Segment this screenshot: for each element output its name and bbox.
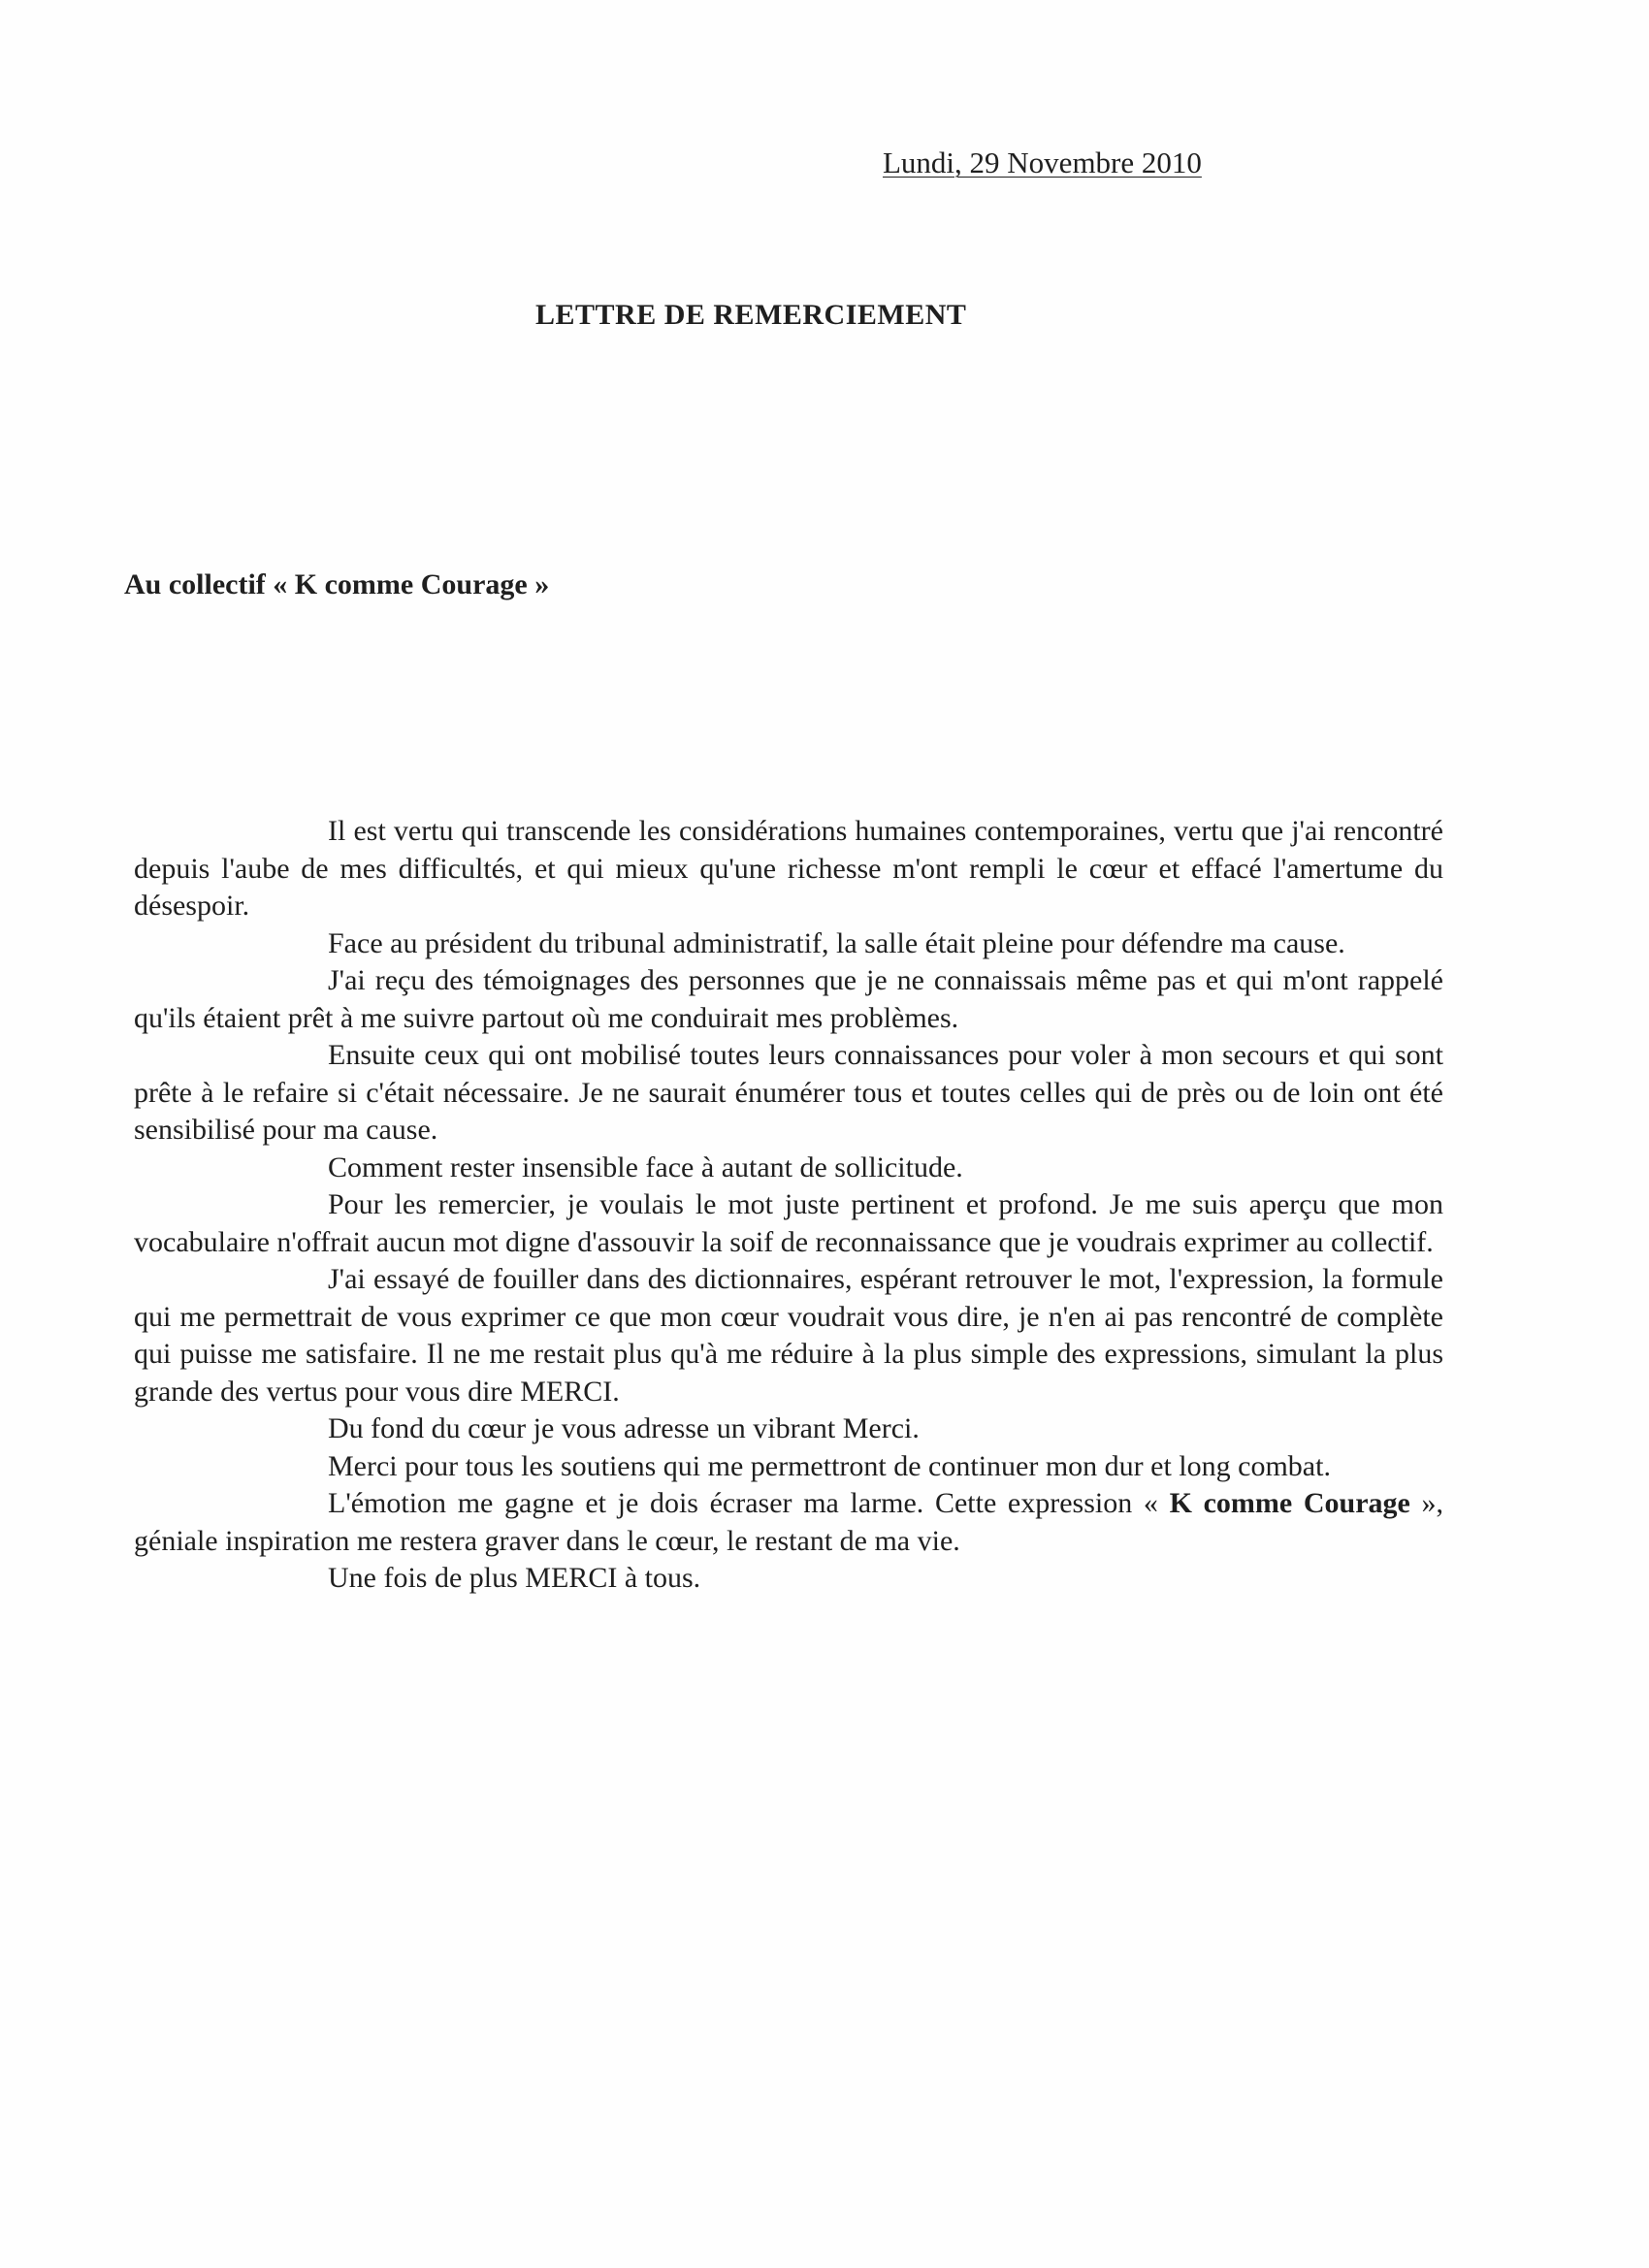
letter-recipient: Au collectif « K comme Courage » [124,568,550,600]
letter-title: LETTRE DE REMERCIEMENT [535,299,967,331]
body-paragraph: Merci pour tous les soutiens qui me permettront de continuer mon dur et long combat. [328,1449,1331,1482]
closing-line: Une fois de plus MERCI à tous. [328,1562,701,1594]
letter-body [134,813,1443,1598]
body-paragraph: Il est vertu qui transcende les considérations humaines contemporaines, vertu que j'ai rencontré depuis l'aube de mes difficultés, et qui mieux qu'une richesse m'ont rempli le cœur et effacé l'amertume du désespoir. [134,815,1443,922]
emotion-text-start: L'émotion me gagne et je dois écraser ma larme. Cette expression « [328,1487,1170,1519]
body-paragraph: J'ai essayé de fouiller dans des dictionnaires, espérant retrouver le mot, l'expression, la formule qui me permettrait de vous exprimer ce que mon cœur voudrait vous dire, je n'en ai pas rencontré de complète qui puisse me satisfaire. Il ne me restait plus qu'à me réduire à la plus simple des expressions, simulant la plus grande des vertus pour vous dire MERCI. [134,1263,1443,1408]
emotion-bold-phrase: K comme Courage [1169,1487,1410,1519]
body-paragraph: Du fond du cœur je vous adresse un vibrant Merci. [328,1412,920,1444]
emotion-text-end: », géniale inspiration me restera graver dans le cœur, le restant de ma vie. [134,1487,1444,1557]
letter-date: Lundi, 29 Novembre 2010 [883,146,1202,179]
body-paragraph: J'ai reçu des témoignages des personnes que je ne connaissais même pas et qui m'ont rappelé qu'ils étaient prêt à me suivre partout où me conduirait mes problèmes. [134,964,1443,1034]
body-paragraph: Ensuite ceux qui ont mobilisé toutes leurs connaissances pour voler à mon secours et qui sont prête à le refaire si c'était nécessaire. Je ne saurait énumérer tous et toutes celles qui de près ou de loin ont été sensibilisé pour ma cause. [134,1039,1443,1146]
body-paragraph: Face au président du tribunal administratif, la salle était pleine pour défendre ma cause. [328,926,1345,959]
body-paragraph: Pour les remercier, je voulais le mot juste pertinent et profond. Je me suis aperçu que mon vocabulaire n'offrait aucun mot digne d'assouvir la soif de reconnaissance que je voudrais exprimer au collectif. [134,1188,1443,1258]
emotion-paragraph [134,1485,1443,1560]
body-paragraph: Comment rester insensible face à autant de sollicitude. [328,1150,963,1183]
